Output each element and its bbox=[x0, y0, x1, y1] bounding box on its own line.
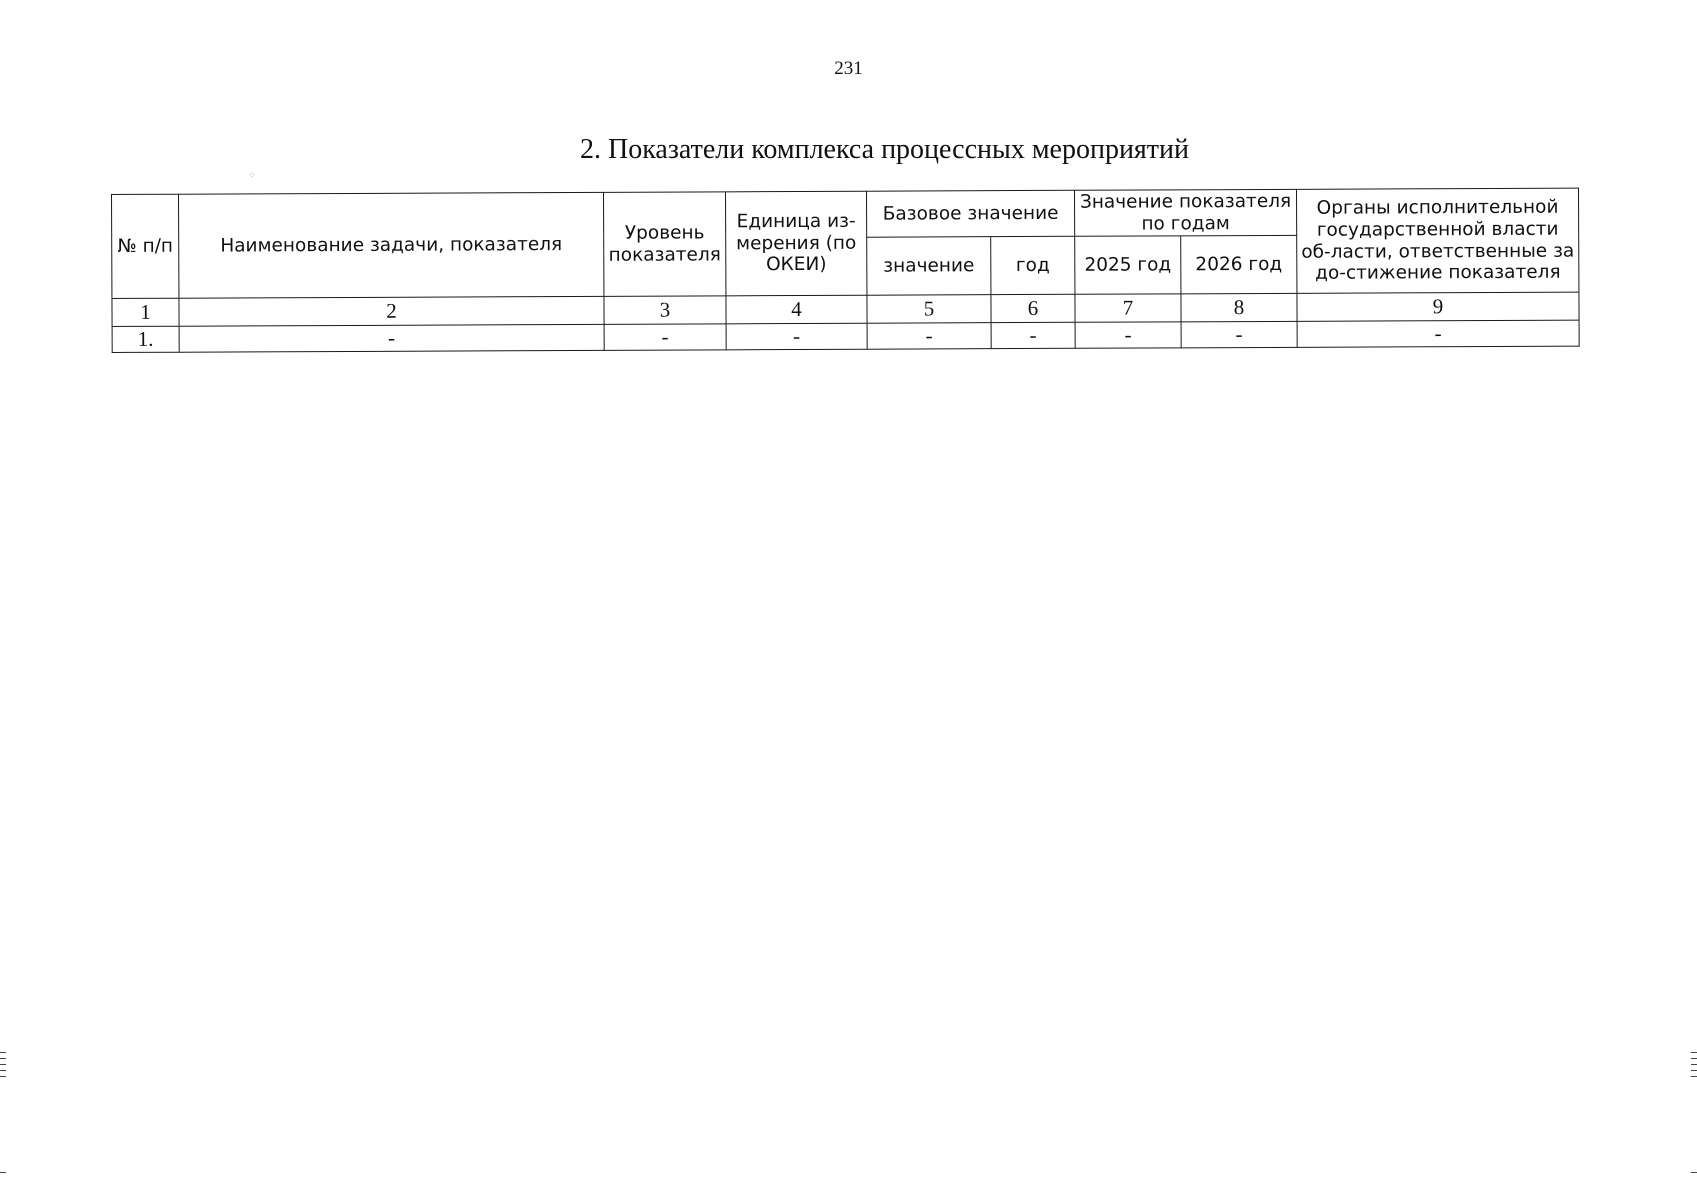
header-name: Наименование задачи, показателя bbox=[179, 192, 604, 298]
header-row-top bbox=[112, 188, 1579, 240]
authorities-cell: - bbox=[1297, 320, 1579, 347]
column-number-cell: 5 bbox=[867, 295, 991, 324]
right-corner-tick bbox=[1691, 1172, 1697, 1173]
column-number-cell: 4 bbox=[726, 295, 867, 324]
level-cell: - bbox=[604, 324, 726, 351]
column-number-cell: 1 bbox=[112, 298, 179, 326]
header-year-2026: 2026 год bbox=[1181, 235, 1297, 294]
column-number-cell: 3 bbox=[604, 296, 726, 325]
year-2025-cell: - bbox=[1075, 322, 1181, 348]
unit-cell: - bbox=[726, 323, 867, 350]
header-years-group: Значение показателя по годам bbox=[1074, 189, 1296, 236]
base-year-cell: - bbox=[991, 322, 1075, 348]
table-row bbox=[112, 320, 1579, 352]
header-base-group: Базовое значение bbox=[866, 190, 1074, 237]
column-number-cell: 2 bbox=[179, 296, 604, 326]
left-binding-marks bbox=[0, 1052, 6, 1082]
year-2026-cell: - bbox=[1181, 321, 1297, 348]
header-authorities: Органы исполнительной государственной власти об-ласти, ответственные за до-стижение показателя bbox=[1296, 188, 1578, 293]
task-name-cell: - bbox=[179, 324, 604, 352]
header-base-year: год bbox=[991, 236, 1075, 294]
scan-speck: ⁘ bbox=[248, 170, 256, 180]
row-number-cell: 1. bbox=[112, 326, 179, 352]
section-title: 2. Показатели комплекса процессных мероприятий bbox=[580, 134, 1190, 165]
indicators-table bbox=[111, 188, 1580, 353]
column-number-cell: 7 bbox=[1075, 294, 1181, 322]
left-corner-tick bbox=[0, 1172, 6, 1173]
header-num: № п/п bbox=[112, 194, 179, 298]
base-value-cell: - bbox=[867, 323, 991, 350]
right-binding-marks bbox=[1691, 1052, 1697, 1082]
header-base-value: значение bbox=[867, 237, 991, 296]
page-number: 231 bbox=[834, 58, 863, 79]
header-level: Уровень показателя bbox=[603, 192, 725, 297]
column-number-cell: 8 bbox=[1181, 293, 1297, 322]
column-number-cell: 6 bbox=[991, 294, 1075, 322]
column-number-cell: 9 bbox=[1297, 292, 1579, 321]
header-unit: Единица из-мерения (по ОКЕИ) bbox=[725, 191, 866, 296]
header-year-2025: 2025 год bbox=[1075, 236, 1181, 294]
